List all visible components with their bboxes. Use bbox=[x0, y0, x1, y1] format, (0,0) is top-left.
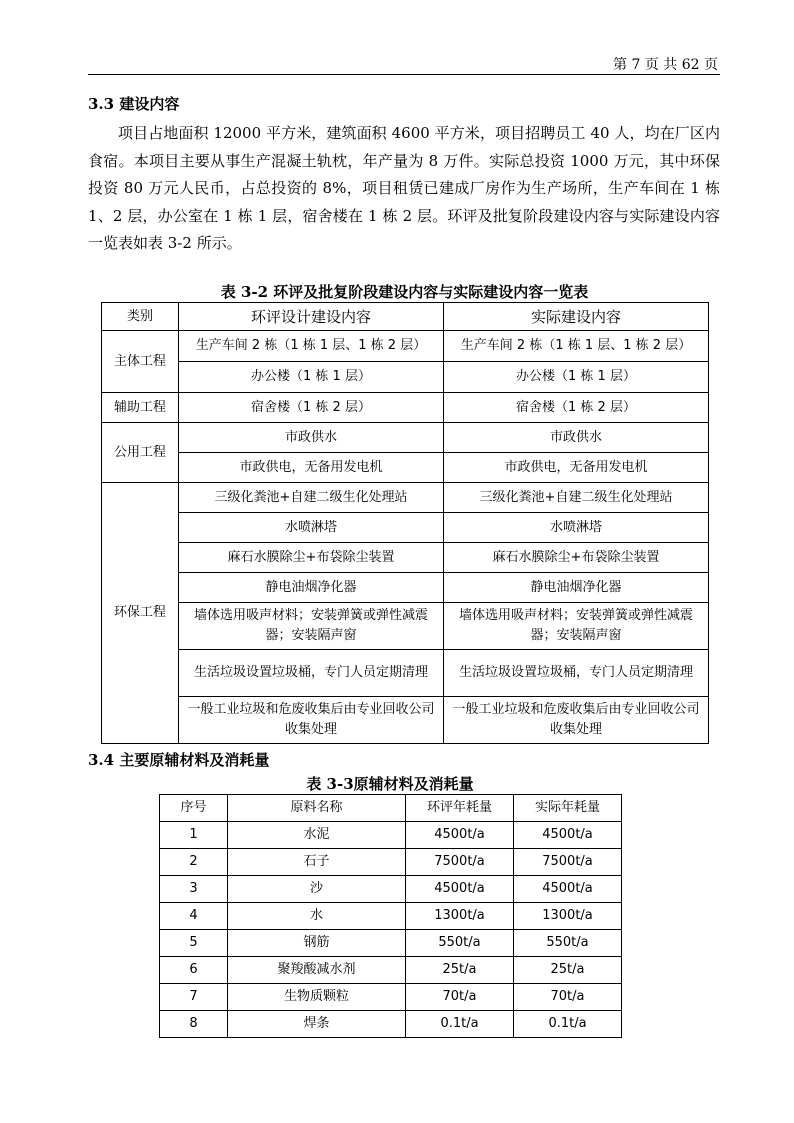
table-header-cell: 原料名称 bbox=[228, 795, 406, 822]
table-cell: 3 bbox=[160, 876, 228, 903]
table-cell: 7500t/a bbox=[406, 849, 514, 876]
table-cell: 4500t/a bbox=[406, 876, 514, 903]
table-cell: 水喷淋塔 bbox=[444, 513, 709, 543]
table-row bbox=[160, 903, 622, 930]
table-cell: 三级化粪池+自建二级生化处理站 bbox=[444, 483, 709, 513]
table-row bbox=[102, 331, 709, 362]
table-cell: 沙 bbox=[228, 876, 406, 903]
table-cell: 550t/a bbox=[406, 930, 514, 957]
table-cell: 1300t/a bbox=[406, 903, 514, 930]
table-cell: 墙体选用吸声材料；安装弹簧或弹性减震器；安装隔声窗 bbox=[179, 603, 444, 650]
table-cell: 麻石水膜除尘+布袋除尘装置 bbox=[444, 543, 709, 573]
table-cell: 25t/a bbox=[514, 957, 622, 984]
table-cell: 一般工业垃圾和危废收集后由专业回收公司收集处理 bbox=[444, 697, 709, 744]
table-row bbox=[102, 393, 709, 423]
table-cell: 生活垃圾设置垃圾桶，专门人员定期清理 bbox=[179, 650, 444, 697]
section-3-4-title: 3.4 主要原辅材料及消耗量 bbox=[88, 751, 270, 769]
page-number: 第 7 页 共 62 页 bbox=[613, 57, 718, 73]
table-cell: 生物质颗粒 bbox=[228, 984, 406, 1011]
table-cell: 8 bbox=[160, 1011, 228, 1038]
table-cell: 5 bbox=[160, 930, 228, 957]
table-cell: 焊条 bbox=[228, 1011, 406, 1038]
table-cell: 4 bbox=[160, 903, 228, 930]
table-header-cell: 类别 bbox=[102, 303, 179, 331]
table-cell: 7 bbox=[160, 984, 228, 1011]
table-row bbox=[160, 957, 622, 984]
table-cell: 0.1t/a bbox=[514, 1011, 622, 1038]
page-header bbox=[88, 52, 720, 75]
table-row bbox=[102, 650, 709, 697]
table-cell: 1300t/a bbox=[514, 903, 622, 930]
table-row bbox=[102, 513, 709, 543]
table-cell: 墙体选用吸声材料；安装弹簧或弹性减震器；安装隔声窗 bbox=[444, 603, 709, 650]
category-cell: 环保工程 bbox=[102, 483, 179, 744]
table-row bbox=[102, 453, 709, 483]
section-3-3-paragraph: 项目占地面积 12000 平方米，建筑面积 4600 平方米，项目招聘员工 40 人，均在厂区内食宿。本项目主要从事生产混凝土轨枕，年产量为 8 万件。实际总投资 1000 万元，其中环保投资 80 万元人民币，占总投资的 8%，项目租赁已建成厂房作为生产场所，生产车间在 1 栋 1、2 层，办公室在 1 栋 1 层，宿舍楼在 1 栋 2 层。环评及批复阶段建设内容与实际建设内容一览表如表 3-2 所示。 bbox=[88, 124, 720, 252]
section-3-3-title: 3.3 建设内容 bbox=[88, 95, 180, 113]
table-3-2-caption: 表 3-2 环评及批复阶段建设内容与实际建设内容一览表 bbox=[220, 283, 589, 301]
table-row bbox=[160, 876, 622, 903]
table-3-3-caption: 表 3-3原辅材料及消耗量 bbox=[306, 775, 474, 793]
table-cell: 生产车间 2 栋（1 栋 1 层、1 栋 2 层） bbox=[444, 331, 709, 362]
table-header-cell: 环评设计建设内容 bbox=[179, 303, 444, 331]
table-3-2 bbox=[101, 302, 709, 744]
table-cell: 静电油烟净化器 bbox=[179, 573, 444, 603]
table-cell: 70t/a bbox=[406, 984, 514, 1011]
table-row bbox=[160, 1011, 622, 1038]
category-cell: 公用工程 bbox=[102, 423, 179, 483]
table-cell: 市政供水 bbox=[179, 423, 444, 453]
table-cell: 水 bbox=[228, 903, 406, 930]
table-cell: 钢筋 bbox=[228, 930, 406, 957]
table-cell: 市政供电，无备用发电机 bbox=[179, 453, 444, 483]
table-cell: 市政供电，无备用发电机 bbox=[444, 453, 709, 483]
table-cell: 办公楼（1 栋 1 层） bbox=[444, 362, 709, 393]
table-cell: 4500t/a bbox=[406, 822, 514, 849]
table-cell: 生产车间 2 栋（1 栋 1 层、1 栋 2 层） bbox=[179, 331, 444, 362]
table-header-cell: 序号 bbox=[160, 795, 228, 822]
table-header-cell: 环评年耗量 bbox=[406, 795, 514, 822]
table-row bbox=[102, 573, 709, 603]
table-row bbox=[102, 423, 709, 453]
table-cell: 石子 bbox=[228, 849, 406, 876]
table-row bbox=[160, 930, 622, 957]
category-cell: 辅助工程 bbox=[102, 393, 179, 423]
table-cell: 70t/a bbox=[514, 984, 622, 1011]
table-row bbox=[102, 362, 709, 393]
table-cell: 1 bbox=[160, 822, 228, 849]
table-row bbox=[102, 543, 709, 573]
table-cell: 静电油烟净化器 bbox=[444, 573, 709, 603]
table-cell: 7500t/a bbox=[514, 849, 622, 876]
table-cell: 4500t/a bbox=[514, 876, 622, 903]
table-3-3 bbox=[159, 794, 622, 1038]
category-cell: 主体工程 bbox=[102, 331, 179, 393]
table-cell: 三级化粪池+自建二级生化处理站 bbox=[179, 483, 444, 513]
table-cell: 生活垃圾设置垃圾桶，专门人员定期清理 bbox=[444, 650, 709, 697]
table-cell: 25t/a bbox=[406, 957, 514, 984]
table-cell: 麻石水膜除尘+布袋除尘装置 bbox=[179, 543, 444, 573]
table-header-cell: 实际年耗量 bbox=[514, 795, 622, 822]
table-row bbox=[160, 984, 622, 1011]
table-cell: 6 bbox=[160, 957, 228, 984]
table-cell: 办公楼（1 栋 1 层） bbox=[179, 362, 444, 393]
table-cell: 水喷淋塔 bbox=[179, 513, 444, 543]
table-cell: 市政供水 bbox=[444, 423, 709, 453]
table-cell: 2 bbox=[160, 849, 228, 876]
table-row bbox=[102, 603, 709, 650]
table-cell: 聚羧酸减水剂 bbox=[228, 957, 406, 984]
table-cell: 一般工业垃圾和危废收集后由专业回收公司收集处理 bbox=[179, 697, 444, 744]
table-cell: 水泥 bbox=[228, 822, 406, 849]
table-cell: 宿舍楼（1 栋 2 层） bbox=[444, 393, 709, 423]
table-header-cell: 实际建设内容 bbox=[444, 303, 709, 331]
table-cell: 宿舍楼（1 栋 2 层） bbox=[179, 393, 444, 423]
table-cell: 550t/a bbox=[514, 930, 622, 957]
table-row bbox=[160, 849, 622, 876]
table-row bbox=[102, 483, 709, 513]
table-row bbox=[102, 697, 709, 744]
table-cell: 0.1t/a bbox=[406, 1011, 514, 1038]
table-cell: 4500t/a bbox=[514, 822, 622, 849]
table-row bbox=[160, 822, 622, 849]
